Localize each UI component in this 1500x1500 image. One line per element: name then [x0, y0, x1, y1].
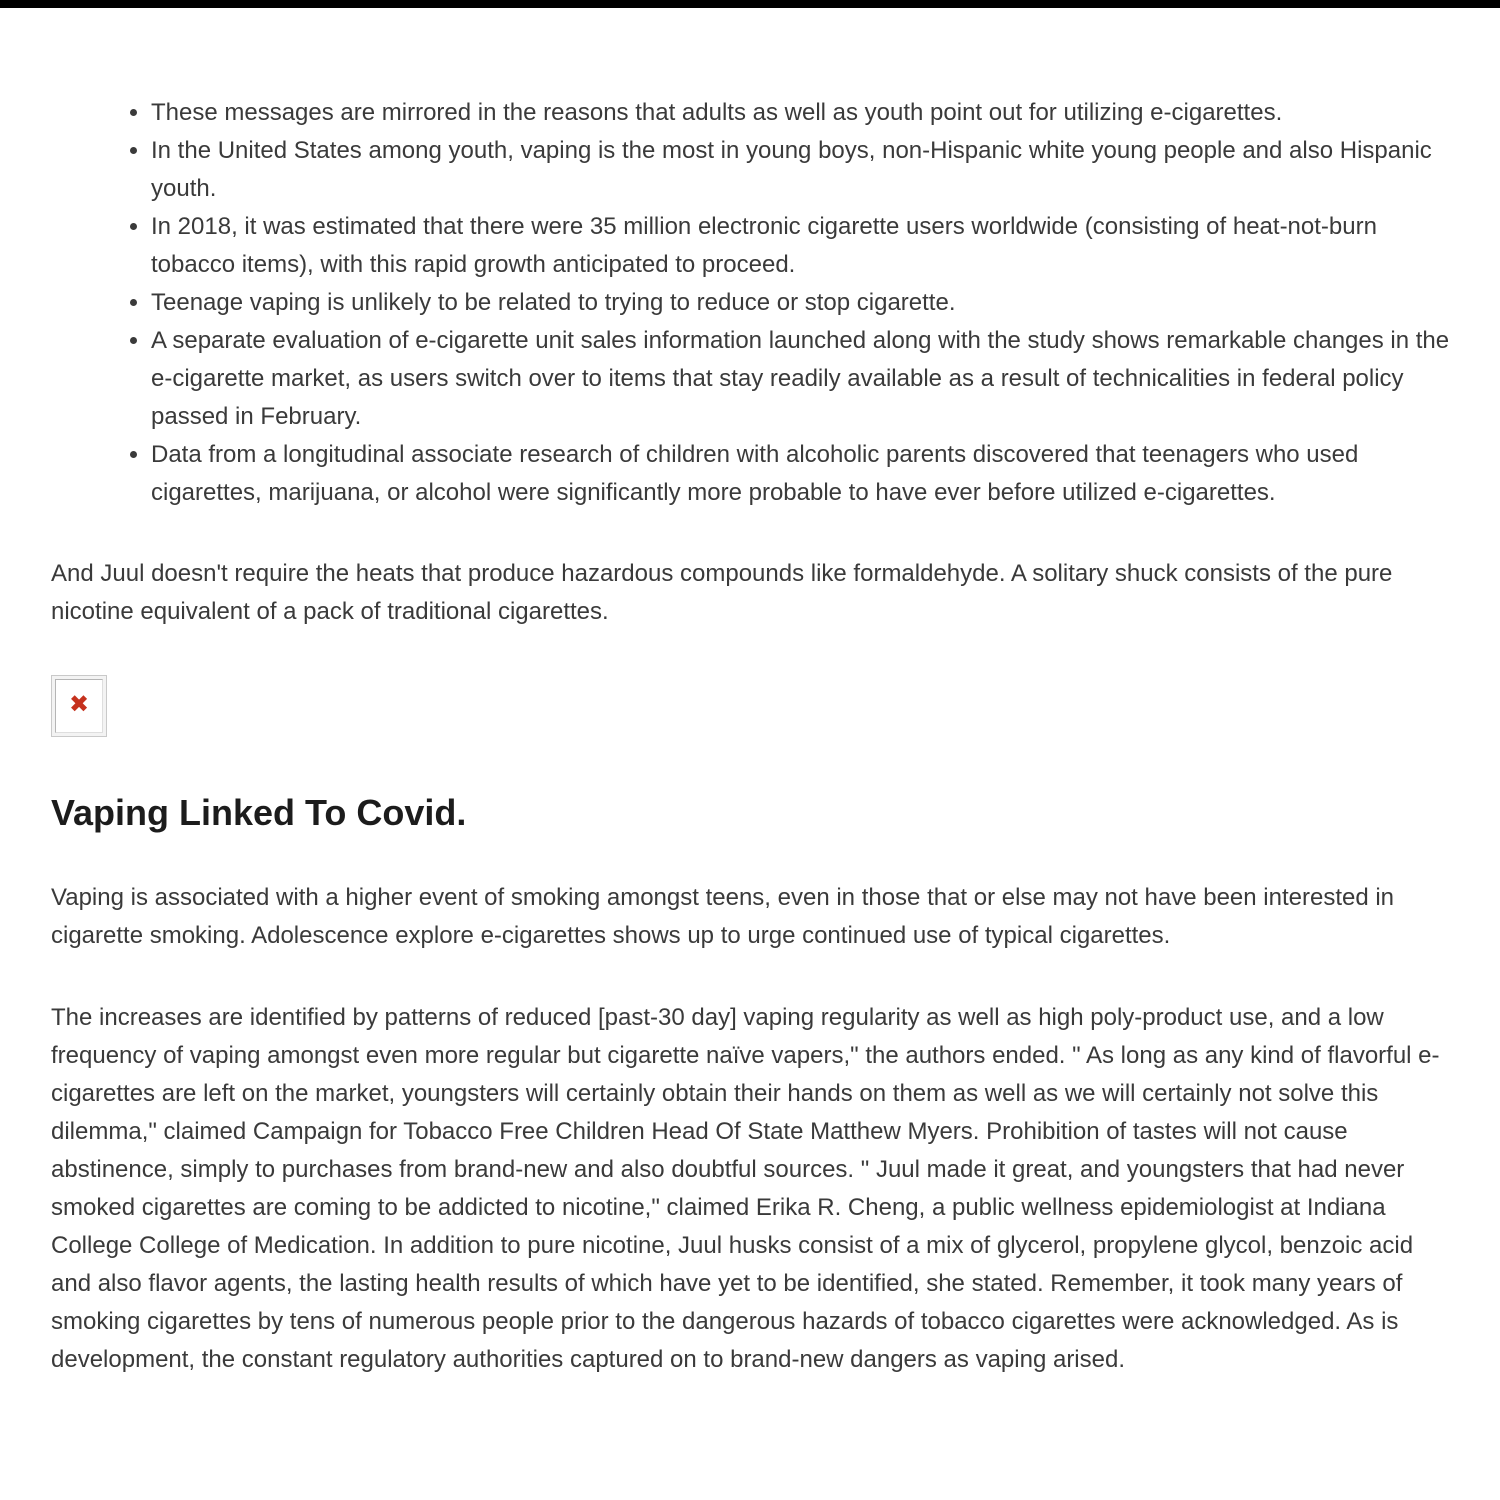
article-page: [0, 8, 1500, 1379]
top-bar: [0, 0, 1500, 8]
broken-image-frame: [55, 679, 103, 733]
paragraph-juul: And Juul doesn't require the heats that produce hazardous compounds like formaldehyde. A solitary shuck consists of the pure nicotine equivalent of a pack of traditional cigarettes.: [51, 560, 1393, 625]
list-item: • Teenage vaping is unlikely to be related to trying to reduce or stop cigarette.: [151, 284, 1451, 322]
broken-image-placeholder: [51, 675, 107, 737]
list-item: • Data from a longitudinal associate research of children with alcoholic parents discovered that teenagers who used cigarettes, marijuana, or alcohol were significantly more probable to have ever before utilized e-cigarettes.: [151, 436, 1451, 512]
list-item: • A separate evaluation of e-cigarette unit sales information launched along with the study shows remarkable changes in the e-cigarette market, as users switch over to items that stay readily available as a result of technicalities in federal policy passed in February.: [151, 322, 1451, 436]
bullet-list: [51, 94, 1451, 512]
paragraph-vaping: Vaping is associated with a higher event of smoking amongst teens, even in those that or else may not have been interested in cigarette smoking. Adolescence explore e-cigarettes shows up to urge continued use of typical cigarettes.: [51, 884, 1395, 949]
list-item: • In 2018, it was estimated that there were 35 million electronic cigarette users worldwide (consisting of heat-not-burn tobacco items), with this rapid growth anticipated to proceed.: [151, 208, 1451, 284]
list-item: • In the United States among youth, vaping is the most in young boys, non-Hispanic white young people and also Hispanic youth.: [151, 132, 1451, 208]
paragraph-increases: The increases are identified by patterns of reduced [past-30 day] vaping regularity as well as high poly-product use, and a low frequency of vaping amongst even more regular but cigarette naïve vapers," the authors ended. " As long as any kind of flavorful e-cigarettes are left on the market, youngsters will certainly obtain their hands on them as well as we will certainly not solve this dilemma," claimed Campaign for Tobacco Free Children Head Of State Matthew Myers. Prohibition of tastes will not cause abstinence, simply to purchases from brand-new and also doubtful sources. " Juul made it great, and youngsters that had never smoked cigarettes are coming to be addicted to nicotine," claimed Erika R. Cheng, a public wellness epidemiologist at Indiana College College of Medication. In addition to pure nicotine, Juul husks consist of a mix of glycerol, propylene glycol, benzoic acid and also flavor agents, the lasting health results of which have yet to be identified, she stated. Remember, it took many years of smoking cigarettes by tens of numerous people prior to the dangerous hazards of tobacco cigarettes were acknowledged. As is development, the constant regulatory authorities captured on to brand-new dangers as vaping arised.: [51, 1004, 1440, 1373]
section-heading: Vaping Linked To Covid.: [51, 792, 467, 833]
list-item: • These messages are mirrored in the reasons that adults as well as youth point out for utilizing e-cigarettes.: [151, 94, 1451, 132]
broken-image-icon: ✖: [68, 691, 90, 718]
